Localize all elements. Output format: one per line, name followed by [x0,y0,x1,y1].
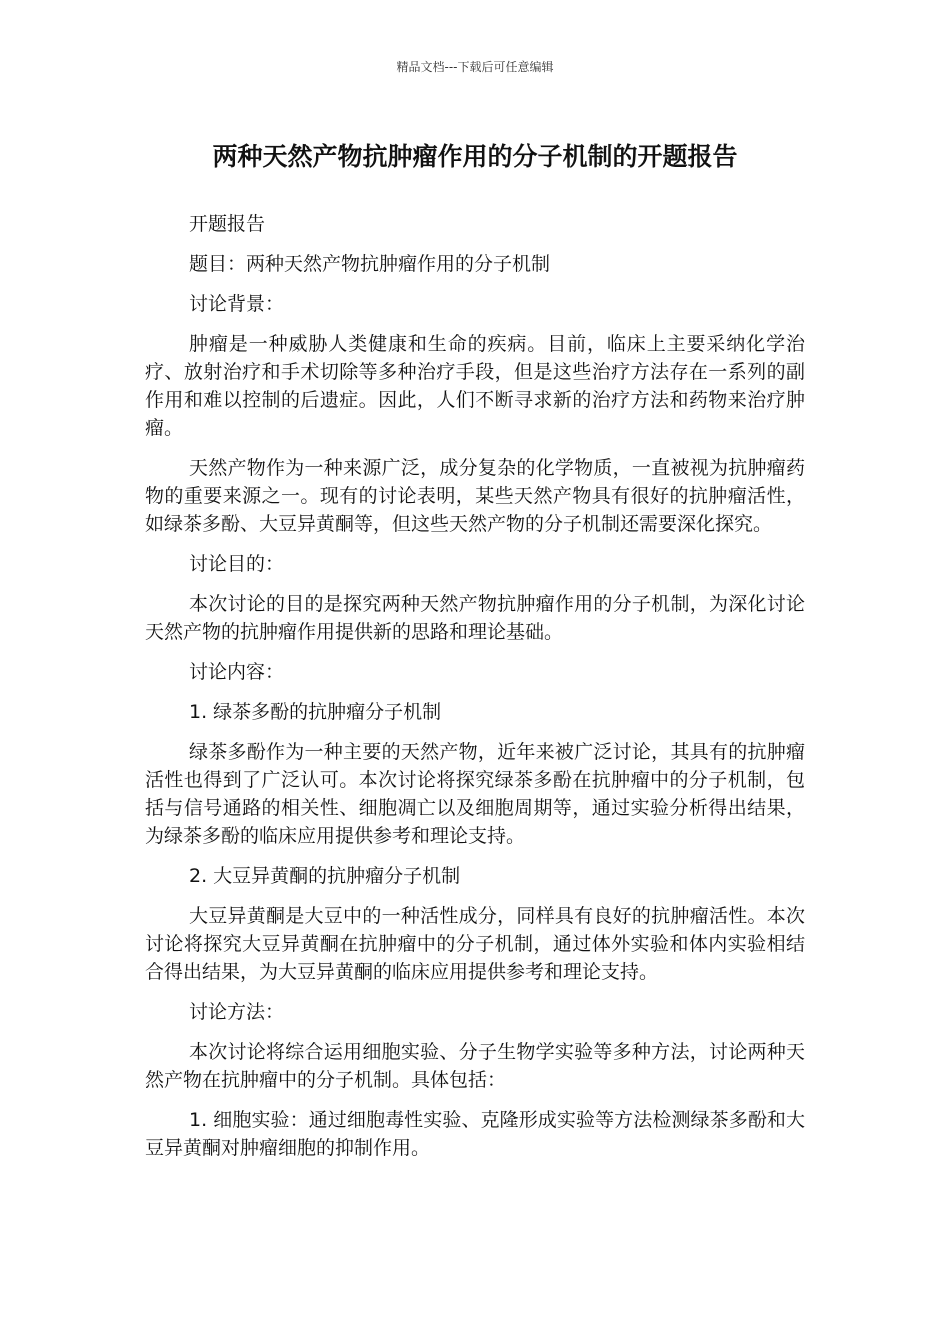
subheading-green-tea: 1. 绿茶多酚的抗肿瘤分子机制 [189,701,442,723]
paragraph-background-1: 肿瘤是一种威胁人类健康和生命的疾病。目前，临床上主要采纳化学治疗、放射治疗和手术切除等多种治疗手段，但是这些治疗方法存在一系列的副作用和难以控制的后遗症。因此，人们不断寻求新的治疗方法和药物来治疗肿瘤。 [145,333,805,439]
paragraph-report-label: 开题报告 [189,213,266,235]
heading-content: 讨论内容： [189,661,285,683]
paragraph-background-2: 天然产物作为一种来源广泛，成分复杂的化学物质，一直被视为抗肿瘤药物的重要来源之一。现有的讨论表明，某些天然产物具有很好的抗肿瘤活性，如绿茶多酚、大豆异黄酮等，但这些天然产物的分子机制还需要深化探究。 [145,457,805,535]
paragraph-green-tea: 绿茶多酚作为一种主要的天然产物，近年来被广泛讨论，其具有的抗肿瘤活性也得到了广泛认可。本次讨论将探究绿茶多酚在抗肿瘤中的分子机制，包括与信号通路的相关性、细胞凋亡以及细胞周期等，通过实验分析得出结果，为绿茶多酚的临床应用提供参考和理论支持。 [145,741,805,847]
heading-purpose: 讨论目的： [189,553,285,575]
heading-background: 讨论背景： [189,293,285,315]
paragraph-method: 本次讨论将综合运用细胞实验、分子生物学实验等多种方法，讨论两种天然产物在抗肿瘤中的分子机制。具体包括： [145,1041,805,1091]
paragraph-soy-isoflavone: 大豆异黄酮是大豆中的一种活性成分，同样具有良好的抗肿瘤活性。本次讨论将探究大豆异黄酮在抗肿瘤中的分子机制，通过体外实验和体内实验相结合得出结果，为大豆异黄酮的临床应用提供参考和理论支持。 [145,905,805,983]
heading-method: 讨论方法： [189,1001,285,1023]
document-title: 两种天然产物抗肿瘤作用的分子机制的开题报告 [212,142,738,171]
paragraph-topic: 题目：两种天然产物抗肿瘤作用的分子机制 [189,253,551,275]
subheading-soy-isoflavone: 2. 大豆异黄酮的抗肿瘤分子机制 [189,865,461,887]
paragraph-cell-experiment: 1. 细胞实验：通过细胞毒性实验、克隆形成实验等方法检测绿茶多酚和大豆异黄酮对肿瘤细胞的抑制作用。 [145,1109,805,1159]
document-body [145,210,805,1174]
page-header-note: 精品文档---下载后可任意编辑 [396,60,554,74]
paragraph-purpose: 本次讨论的目的是探究两种天然产物抗肿瘤作用的分子机制，为深化讨论天然产物的抗肿瘤作用提供新的思路和理论基础。 [145,593,805,643]
